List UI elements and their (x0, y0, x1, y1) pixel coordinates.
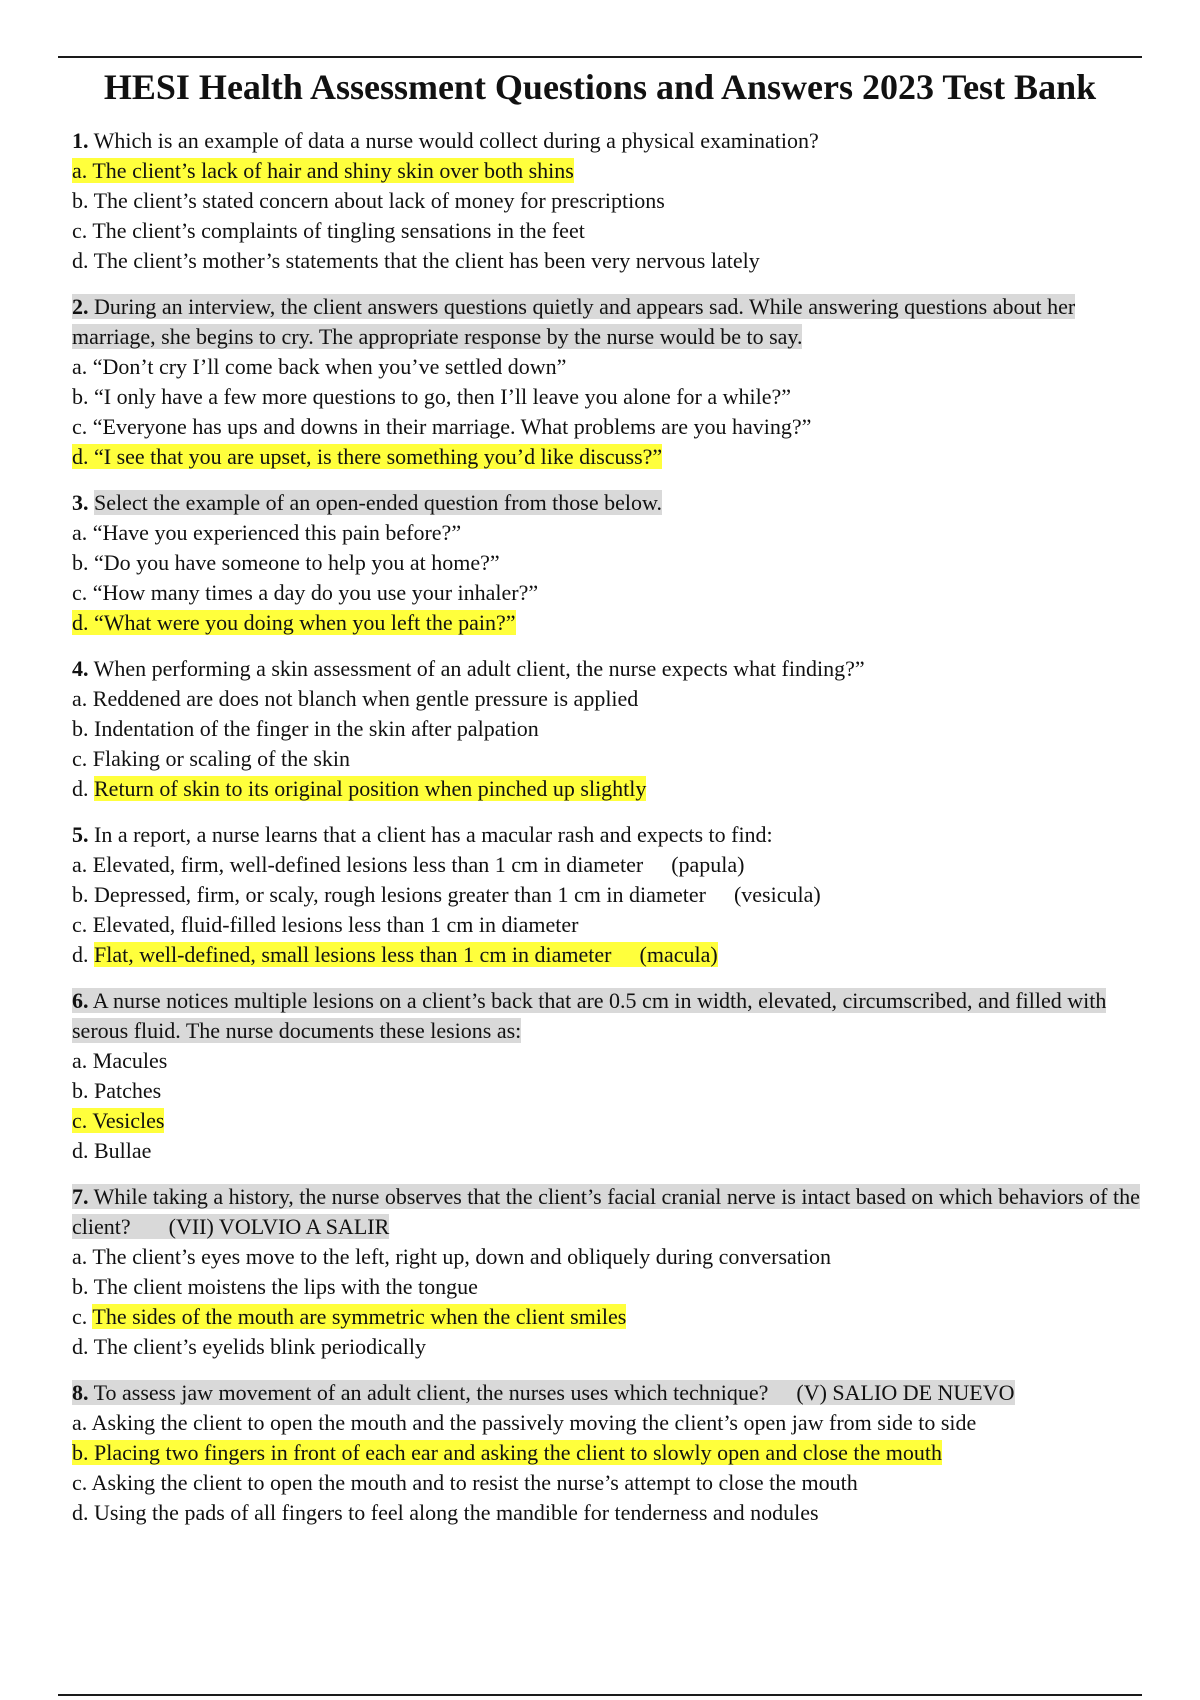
question-number: 3. (72, 490, 89, 515)
question-number: 4. (72, 656, 89, 681)
question-text: During an interview, the client answers questions quietly and appears sad. While answering questions about her marriage, she begins to cry. The appropriate response by the nurse would be to say. (72, 294, 1076, 349)
question-4 (72, 654, 1162, 804)
option-b: b. Depressed, firm, or scaly, rough lesions greater than 1 cm in diameter (vesicula) (72, 882, 821, 907)
question-text: Select the example of an open-ended question from those below. (94, 490, 662, 515)
question-5 (72, 820, 1162, 970)
question-number: 8. (72, 1380, 89, 1405)
option-a: a. Asking the client to open the mouth and the passively moving the client’s open jaw from side to side (72, 1410, 977, 1435)
option-prefix: c. (72, 1304, 88, 1329)
option-note: (macula) (639, 942, 718, 967)
option-d (72, 940, 1162, 970)
answer-highlight: The sides of the mouth are symmetric when the client smiles (92, 1304, 627, 1329)
option-c: c. Asking the client to open the mouth and to resist the nurse’s attempt to close the mouth (72, 1470, 858, 1495)
option-b: b. Patches (72, 1078, 162, 1103)
option-d (72, 608, 1162, 638)
answer-highlight: b. Placing two fingers in front of each ear and asking the client to slowly open and close the mouth (72, 1440, 942, 1465)
option-a: a. “Don’t cry I’ll come back when you’ve settled down” (72, 354, 567, 379)
option-d: d. The client’s mother’s statements that the client has been very nervous lately (72, 248, 760, 273)
answer-highlight: d. “I see that you are upset, is there something you’d like discuss?” (72, 444, 663, 469)
option-b: b. Indentation of the finger in the skin after palpation (72, 716, 539, 741)
question-text: A nurse notices multiple lesions on a client’s back that are 0.5 cm in width, elevated, circumscribed, and filled with serous fluid. The nurse documents these lesions as: (72, 988, 1107, 1043)
option-d: d. Bullae (72, 1138, 152, 1163)
question-2 (72, 292, 1162, 472)
question-text: Which is an example of data a nurse would collect during a physical examination? (93, 128, 819, 153)
question-text: To assess jaw movement of an adult client, the nurses uses which technique? (93, 1380, 769, 1405)
option-a (72, 156, 1162, 186)
option-b: b. “I only have a few more questions to go, then I’ll leave you alone for a while?” (72, 384, 792, 409)
document-title: HESI Health Assessment Questions and Answers 2023 Test Bank (103, 67, 1097, 107)
answer-highlight: Return of skin to its original position when pinched up slightly (94, 776, 647, 801)
option-c: c. “Everyone has ups and downs in their marriage. What problems are you having?” (72, 414, 812, 439)
question-number: 5. (72, 822, 89, 847)
option-d: d. The client’s eyelids blink periodically (72, 1334, 426, 1359)
option-b: b. The client moistens the lips with the tongue (72, 1274, 478, 1299)
option-note: (papula) (671, 852, 745, 877)
option-a: a. The client’s eyes move to the left, right up, down and obliquely during conversation (72, 1244, 832, 1269)
option-c: c. Elevated, fluid-filled lesions less than 1 cm in diameter (72, 912, 579, 937)
question-number: 7. (72, 1184, 89, 1209)
option-prefix: d. (72, 776, 89, 801)
question-text: In a report, a nurse learns that a client has a macular rash and expects to find: (94, 822, 773, 847)
option-c: c. The client’s complaints of tingling sensations in the feet (72, 218, 585, 243)
answer-highlight: a. The client’s lack of hair and shiny skin over both shins (72, 158, 574, 183)
option-note: (vesicula) (733, 882, 821, 907)
question-1 (72, 126, 1162, 276)
question-6 (72, 986, 1162, 1166)
top-rule (58, 56, 1142, 58)
option-c (72, 1106, 1162, 1136)
question-note: (V) SALIO DE NUEVO (796, 1380, 1015, 1405)
option-a: a. Macules (72, 1048, 168, 1073)
question-list (72, 126, 1162, 1544)
question-7 (72, 1182, 1162, 1362)
question-number: 2. (72, 294, 89, 319)
question-8 (72, 1378, 1162, 1528)
question-3 (72, 488, 1162, 638)
question-text: When performing a skin assessment of an adult client, the nurse expects what finding?” (93, 656, 865, 681)
option-a: a. Elevated, firm, well-defined lesions less than 1 cm in diameter (papula) (72, 852, 745, 877)
option-prefix: d. (72, 942, 89, 967)
option-c: c. “How many times a day do you use your inhaler?” (72, 580, 539, 605)
option-b: b. The client’s stated concern about lack of money for prescriptions (72, 188, 665, 213)
question-number: 1. (72, 128, 89, 153)
option-b (72, 1438, 1162, 1468)
answer-highlight: Flat, well-defined, small lesions less than 1 cm in diameter (macula) (94, 942, 718, 967)
question-note: (VII) VOLVIO A SALIR (168, 1214, 390, 1239)
option-d (72, 442, 1162, 472)
question-text: While taking a history, the nurse observes that the client’s facial cranial nerve is intact based on which behaviors of the client? (72, 1184, 1140, 1239)
question-number: 6. (72, 988, 89, 1013)
answer-highlight: d. “What were you doing when you left the pain?” (72, 610, 516, 635)
option-d (72, 774, 1162, 804)
bottom-rule (58, 1694, 1142, 1696)
option-a: a. “Have you experienced this pain before?” (72, 520, 462, 545)
option-d: d. Using the pads of all fingers to feel along the mandible for tenderness and nodules (72, 1500, 819, 1525)
option-b: b. “Do you have someone to help you at home?” (72, 550, 500, 575)
option-c: c. Flaking or scaling of the skin (72, 746, 351, 771)
answer-highlight: c. Vesicles (72, 1108, 165, 1133)
option-c (72, 1302, 1162, 1332)
option-a: a. Reddened are does not blanch when gentle pressure is applied (72, 686, 639, 711)
